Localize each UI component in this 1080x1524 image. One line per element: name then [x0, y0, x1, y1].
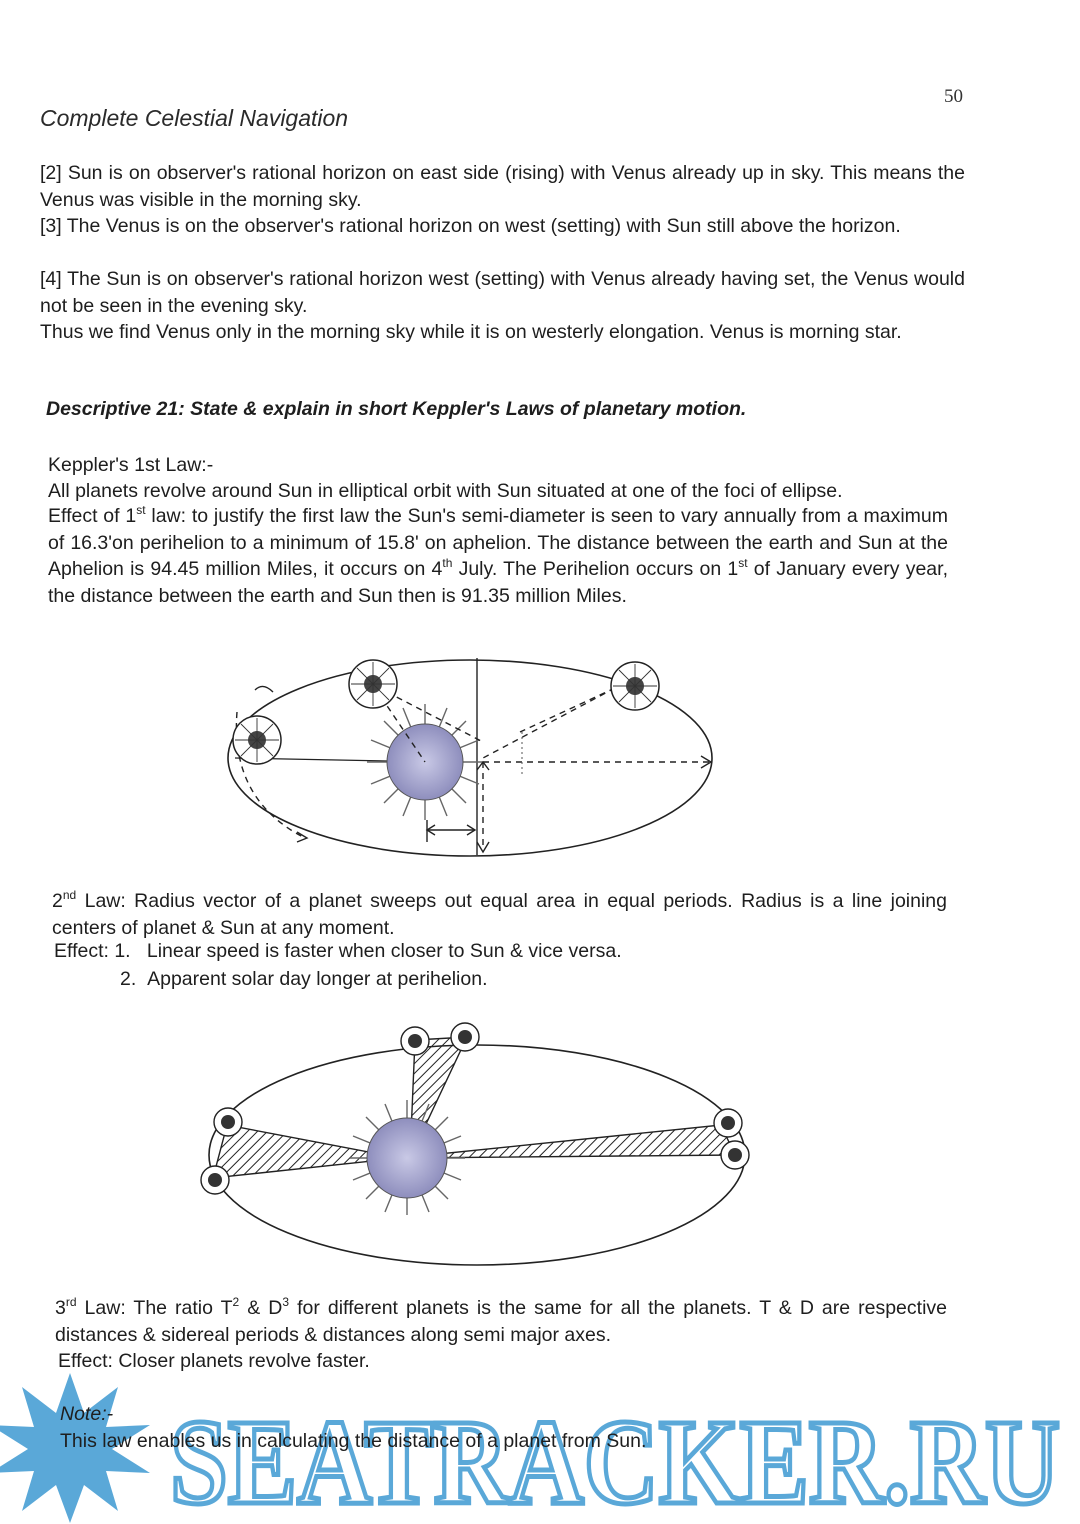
law1-statement: All planets revolve around Sun in elliptical orbit with Sun situated at one of the foci of ellipse.	[48, 480, 843, 502]
planet-right-lower	[721, 1141, 749, 1169]
law2-num-sup: nd	[62, 888, 77, 902]
law1-effect-part-b: law: to justify the first law the Sun's semi-diameter is seen to vary annually from a maximum of 16.3'on perihelion to a minimum of 15.8' on aphelion. The distance between the earth and Sun at the Aphelion is 94.45 million Miles, it occurs on 4	[48, 505, 948, 580]
law2-effect-label: Effect: 1.	[54, 940, 131, 962]
page-number: 50	[944, 86, 963, 107]
second-law-diagram	[195, 1015, 770, 1285]
law2-num: 2	[52, 890, 63, 912]
law1-effect-part-d: of January every year, the distance between the earth and Sun then is 91.35 million Miles.	[48, 558, 948, 607]
planet-top-b	[451, 1023, 479, 1051]
venus-conclusion: Thus we find Venus only in the morning sky while it is on westerly elongation. Venus is morning star.	[40, 321, 902, 343]
note-label: Note:-	[60, 1403, 114, 1425]
law1-effect-sup-b: th	[442, 556, 453, 570]
planet-left-upper	[214, 1108, 242, 1136]
law3-part1: Law: The ratio T	[76, 1297, 233, 1319]
law1-label: Keppler's 1st Law:-	[48, 454, 214, 476]
law2-effect-1-text: Linear speed is faster when closer to Sun & vice versa.	[146, 940, 622, 962]
first-law-diagram	[215, 650, 730, 865]
arrow-path	[297, 832, 307, 842]
law1-effect-sup-c: st	[738, 556, 748, 570]
law3-part3: for different planets is the same for all the planets. T & D are respective distances & sidereal periods & distances along semi major axes.	[55, 1297, 947, 1346]
sun-2	[367, 1118, 447, 1198]
law2-effect-2	[120, 968, 488, 991]
venus-case-2: [2] Sun is on observer's rational horizon on east side (rising) with Venus already up in sky. This means the Venus was visible in the morning sky.	[40, 162, 965, 211]
law2-effect-2-text: Apparent solar day longer at perihelion.	[147, 968, 488, 990]
running-header: Complete Celestial Navigation	[40, 105, 349, 131]
watermark-text: SEATRACKER.RU	[170, 1395, 1060, 1524]
arrow-orbit-top	[255, 686, 273, 692]
law2-text: Law: Radius vector of a planet sweeps out equal area in equal periods. Radius is a line joining centers of planet & Sun at any moment.	[52, 890, 947, 939]
planet-left-lower	[201, 1166, 229, 1194]
law2-effect-2-num: 2.	[120, 968, 137, 990]
planet-right-upper	[714, 1109, 742, 1137]
law3-num-sup: rd	[65, 1295, 77, 1309]
venus-case-4: [4] The Sun is on observer's rational horizon west (setting) with Venus already having set, the Venus would not be seen in the evening sky.	[40, 268, 965, 317]
law1-effect-sup-a: st	[136, 503, 146, 517]
law2-effect-1	[54, 940, 622, 963]
dashed-lines	[236, 688, 710, 850]
planet-left	[233, 716, 281, 764]
law3-sup-d: 3	[282, 1295, 290, 1309]
question-heading: Descriptive 21: State & explain in short Keppler's Laws of planetary motion.	[46, 398, 747, 420]
planet-top-a	[401, 1027, 429, 1055]
law3-effect: Effect: Closer planets revolve faster.	[58, 1350, 370, 1372]
law3-num: 3	[55, 1297, 66, 1319]
law3-sup-t: 2	[232, 1295, 240, 1309]
note-text: This law enables us in calculating the distance of a planet from Sun.	[60, 1430, 647, 1452]
law3-part2: & D	[239, 1297, 283, 1319]
planet-top-left	[349, 660, 397, 708]
planet-top-right	[611, 662, 659, 710]
law1-effect-part-c: July. The Perihelion occurs on 1	[452, 558, 739, 580]
law1-effect	[48, 503, 948, 609]
sector-right	[400, 1125, 735, 1158]
venus-case-3: [3] The Venus is on the observer's rational horizon on west (setting) with Sun still above the horizon.	[40, 215, 901, 237]
law1-effect-part-a: Effect of 1	[48, 505, 137, 527]
law3-statement	[55, 1295, 947, 1348]
law2-statement	[52, 888, 947, 941]
